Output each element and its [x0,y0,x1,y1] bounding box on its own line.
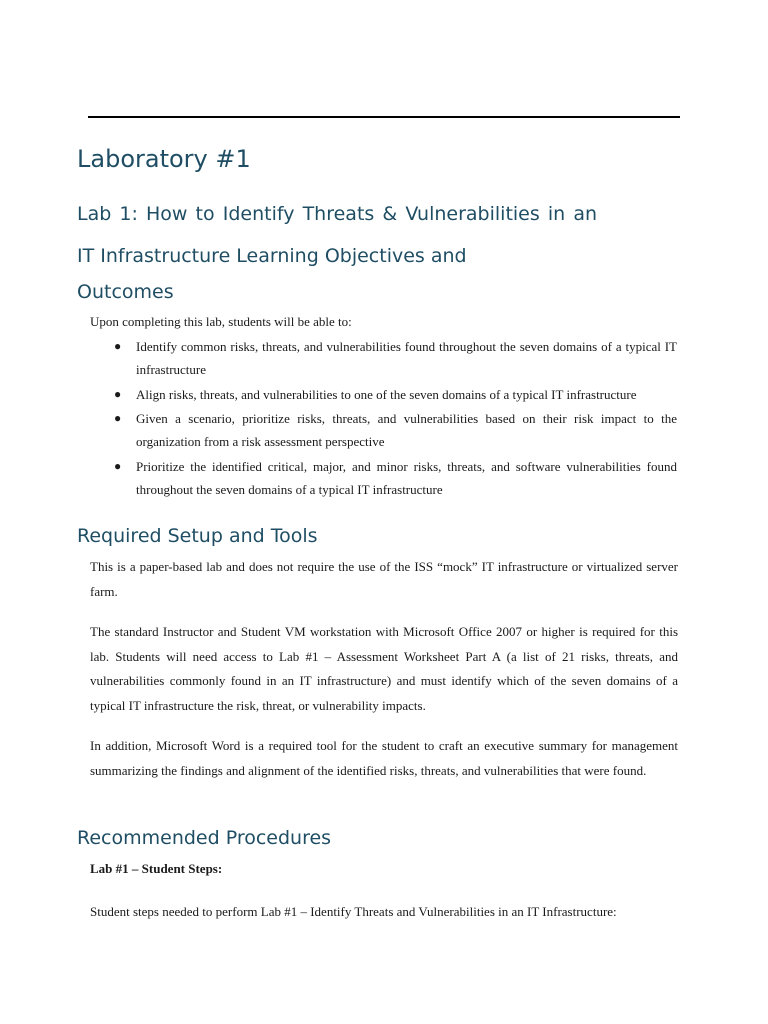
objectives-list [114,335,677,502]
steps-intro: Student steps needed to perform Lab #1 – Identify Threats and Vulnerabilities in an IT Infrastructure: [90,904,617,919]
procedures-heading: Recommended Procedures [77,827,332,849]
bullet-icon: ● [114,458,122,473]
list-item: ● Given a scenario, prioritize risks, threats, and vulnerabilities based on their risk impact to the organization from a risk assessment perspective [114,407,677,453]
bullet-icon: ● [114,386,122,401]
header-rule [88,116,680,118]
lab-title: Lab 1: How to Identify Threats & Vulnerabilities in an IT Infrastructure Learning Objectives and [77,203,597,267]
list-item: ● Align risks, threats, and vulnerabilities to one of the seven domains of a typical IT infrastructure [114,383,677,406]
bullet-icon: ● [114,411,122,425]
intro-text: Upon completing this lab, students will be able to: [90,314,352,329]
page-heading: Laboratory #1 [77,145,251,173]
steps-subheading: Lab #1 – Student Steps: [90,861,223,876]
list-item: ● Identify common risks, threats, and vulnerabilities found throughout the seven domains of a typical IT infrastructure [114,335,677,381]
setup-paragraph: The standard Instructor and Student VM workstation with Microsoft Office 2007 or higher is required for this lab. Students will need access to Lab #1 – Assessment Worksheet Part A (a list of 21 risks, threats, and vulnerabilities commonly found in an IT infrastructure) and must identify which of the seven domains of a typical IT infrastructure the risk, threat, or vulnerability impacts. [90,624,678,713]
bullet-icon: ● [114,339,122,353]
list-item: ● Prioritize the identified critical, major, and minor risks, threats, and software vulnerabilities found throughout the seven domains of a typical IT infrastructure [114,455,677,501]
setup-paragraph: This is a paper-based lab and does not require the use of the ISS “mock” IT infrastructure or virtualized server farm. [90,559,678,599]
setup-heading: Required Setup and Tools [77,525,318,547]
setup-paragraph: In addition, Microsoft Word is a required tool for the student to craft an executive summary for management summarizing the findings and alignment of the identified risks, threats, and vulnerabilities that were found. [90,738,678,778]
outcomes-heading: Outcomes [77,281,174,303]
